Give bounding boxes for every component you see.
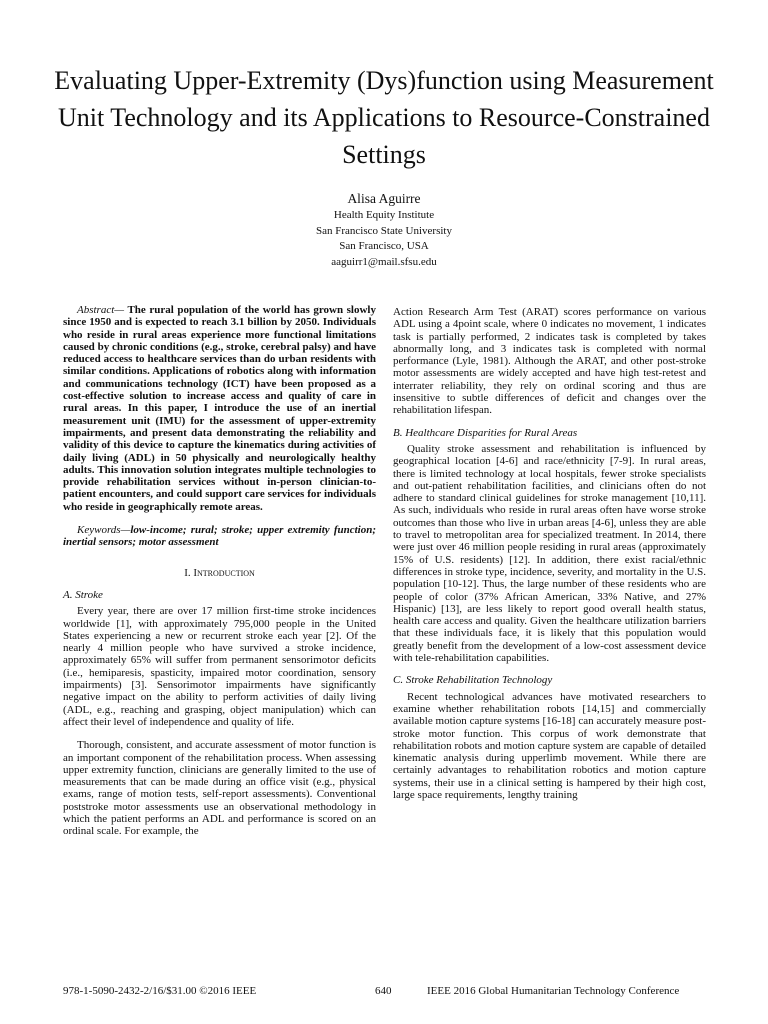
paragraph-technology: Recent technological advances have motivated researchers to examine whether rehabilitation robots [14,15] and commercially available motion capture systems [16-18] can accurately measure post-stroke motor function. This corpus of work demonstrate that rehabilitation robots and motion capture system are capable of detailed kinematic analysis during upperlimb movement. While there are certainly advantages to rehabilitation robotics and motion capture systems, their use in a clinical setting is hampered by their high cost, large space requirements, lengthy training: [393, 690, 706, 801]
section-heading-introduction: [63, 567, 376, 579]
abstract-lead: Abstract—: [77, 304, 125, 316]
subsection-heading-technology: C. Stroke Rehabilitation Technology: [393, 674, 553, 687]
abstract: [63, 304, 376, 513]
author-email: aaguirr1@mail.sfsu.edu: [331, 255, 437, 268]
section-number: I.: [184, 566, 194, 579]
keywords-lead: Keywords—: [77, 524, 131, 537]
affiliation-location: San Francisco, USA: [339, 240, 429, 252]
paragraph-stroke-1: Every year, there are over 17 million first-time stroke incidences worldwide [1], with approximately 795,000 people in the United States experiencing a new or recurrent stroke each year [2]. Of the nearly 4 million people who have survived a stroke incidence, approximately 65% will suffer from permanent sensorimotor deficits (i.e., hemiparesis, spasticity, impaired motor coordination, sensory impairments) [3]. Sensorimotor impairments have significantly negative impact on the ability to perform activities of daily living (ADL, e.g., reaching and grasping, object manipulation) which can affect their level of independence and quality of life.: [63, 605, 376, 728]
footer-conference: IEEE 2016 Global Humanitarian Technology Conference: [427, 985, 680, 997]
right-column: [393, 306, 706, 801]
subsection-heading-stroke: A. Stroke: [63, 588, 103, 601]
paper-title: Evaluating Upper-Extremity (Dys)function using Measurement Unit Technology and its Applications to Resource-Constrained Settings: [54, 66, 714, 169]
paragraph-stroke-3: Action Research Arm Test (ARAT) scores performance on various ADL using a 4point scale, where 0 indicates no movement, 1 indicates task is partially performed, 2 indicates task is completed by takes abnormally long, and 3 indicates task is completed with normal performance (Lyle, 1981). Although the ARAT, and other post-stroke motor assessments are widely accepted and have high test-retest and interrater reliability, they rely on ordinal scoring and thus are insensitive to subtle differences of deficit and changes over the rehabilitation lifespan.: [393, 306, 706, 417]
footer-page-number: 640: [375, 985, 392, 997]
affiliation-university: San Francisco State University: [316, 224, 452, 237]
abstract-text: The rural population of the world has grown slowly since 1950 and is expected to reach 3.1 billion by 2050. Individuals who reside in rural areas experience more functional limitations caused by chronic conditions (e.g., stroke, cerebral palsy) and have reduced access to healthcare services than do urban residents with similar conditions. Applications of robotics along with information and communications technology (ICT) have been proposed as a cost-effective solution to increase access and quality of care in rural areas. In this paper, I introduce the use of an inertial measurement unit (IMU) for the assessment of upper-extremity impairments, and present data demonstrating the reliability and validity of this device to capture the kinematics during activities of daily living (ADL) in 50 physically and neurologically healthy adults. This innovation solution integrates multiple technologies to provide rehabilitation services without in-person clinician-to-patient encounters, and could support care services for individuals who reside in geographically remote areas.: [63, 304, 376, 513]
left-column: [63, 304, 376, 838]
author-block: [0, 190, 768, 270]
author-name: Alisa Aguirre: [347, 191, 421, 206]
section-title: Introduction: [193, 566, 255, 579]
footer-copyright: 978-1-5090-2432-2/16/$31.00 ©2016 IEEE: [63, 985, 257, 997]
keywords-text: low-income; rural; stroke; upper extremity function; inertial sensors; motor assessment: [63, 524, 376, 549]
paragraph-stroke-2: Thorough, consistent, and accurate assessment of motor function is an important component of the rehabilitation process. When assessing upper extremity function, clinicians are generally limited to the use of measurements that can be made during an office visit (e.g., physical exams, range of motion tests, self-report assessments). Conventional poststroke motor assessments use an observational methodology in which the patient performs an ADL and performance is scored on an ordinal scale. For example, the: [63, 739, 376, 838]
affiliation-institute: Health Equity Institute: [333, 209, 435, 221]
subsection-heading-disparities: B. Healthcare Disparities for Rural Areas: [393, 426, 578, 439]
paragraph-disparities: Quality stroke assessment and rehabilitation is influenced by geographical location [4-6] and race/ethnicity [7-9]. In rural areas, there is limited technology at local hospitals, fewer stroke specialists and out-patient rehabilitation facilities, and clinicians often do not adhere to standard clinical guidelines for stroke management [10,11]. As such, individuals who reside in rural areas often have worse stroke outcomes than those who live in urban areas [4-6], unless they are able to travel to metropolitan area for specialized treatment. In 2014, there were just over 46 million people residing in rural areas (approximately 15% of U.S. residents) [12]. In addition, there exist racial/ethnic differences in stroke type, incidence, severity, and mortality in the U.S. population [10-12]. Thus, the large number of these residents who are people of color (37% African American, 33% Native, and 27% Hispanic) [13], are less likely to report good overall health status, health care access and quality. Given the healthcare utilization barriers that these individuals face, it is likely that this population would greatly benefit from the development of a low-cost assessment device with tele-rehabilitation capabilities.: [393, 442, 706, 665]
keywords: [63, 524, 376, 549]
